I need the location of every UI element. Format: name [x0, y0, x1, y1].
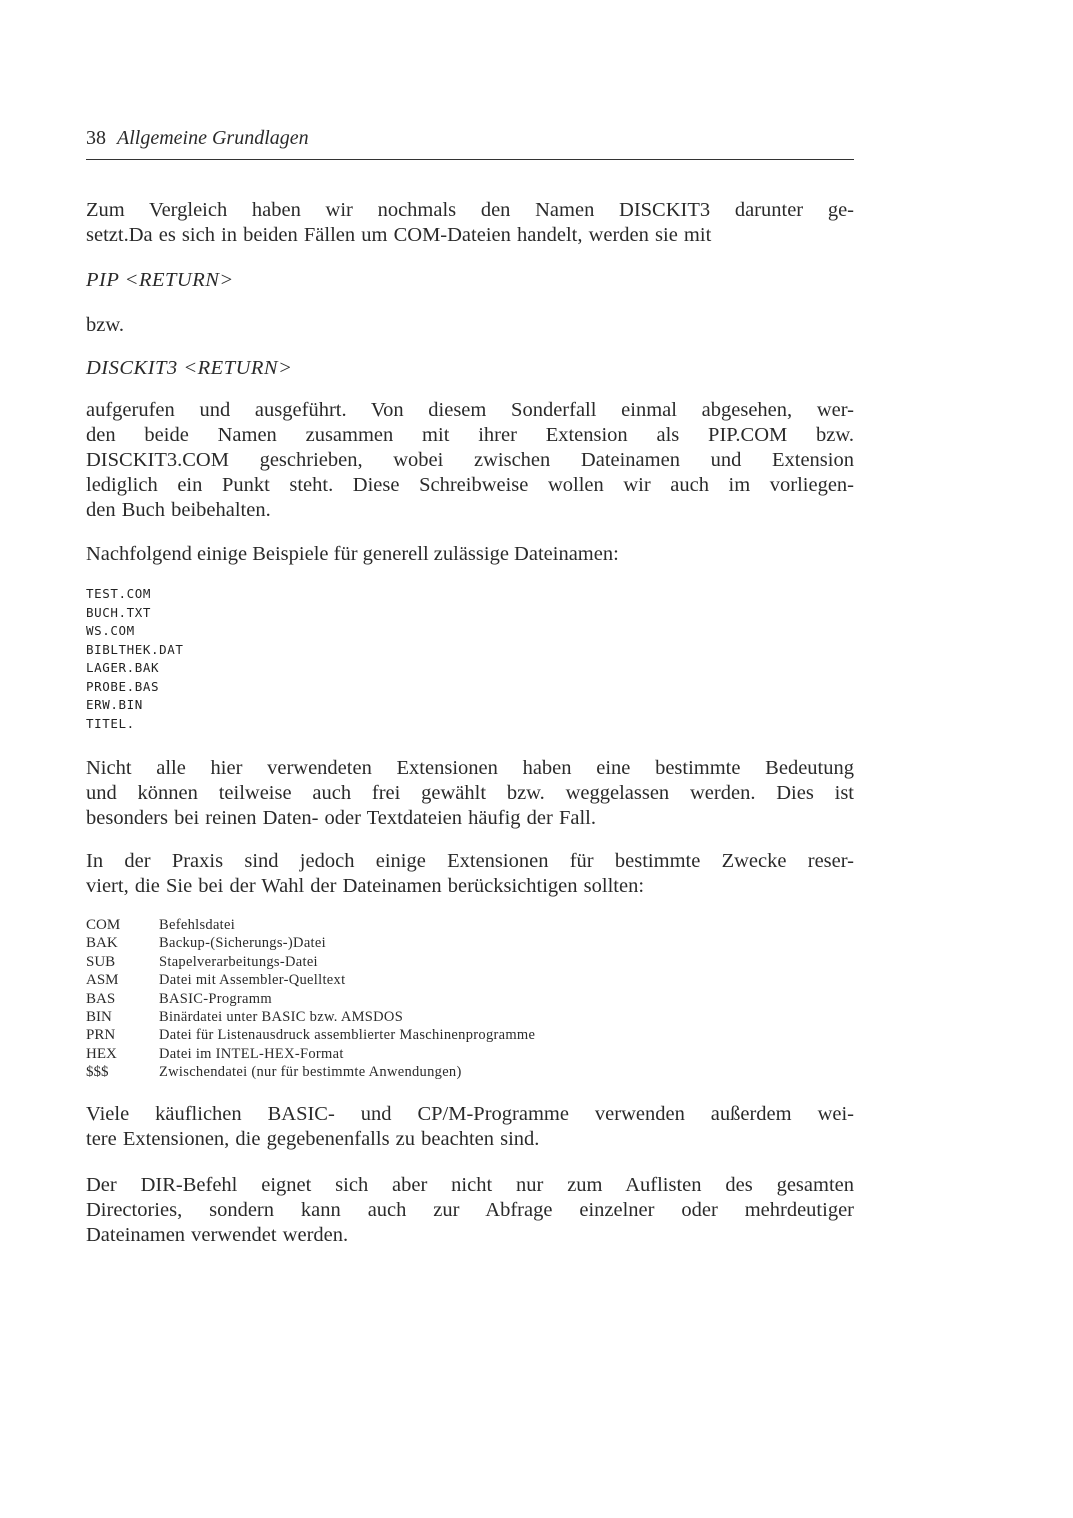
filename-item: BUCH.TXT [86, 604, 152, 620]
paragraph-3: Nachfolgend einige Beispiele für generell zulässige Dateinamen: [86, 543, 619, 565]
extension-description: Datei mit Assembler-Quelltext [159, 972, 346, 989]
page-number: 38 [86, 127, 106, 149]
paragraph-2 [86, 398, 854, 523]
extension-row [86, 971, 854, 989]
filename-item: ERW.BIN [86, 697, 143, 712]
text-line: Zum Vergleich haben wir nochmals den Namen DISCKIT3 darunter ge- [86, 199, 854, 221]
extension-row [86, 1008, 854, 1026]
filename-item: TEST.COM [86, 586, 152, 601]
text-line: setzt.Da es sich in beiden Fällen um COM-Dateien handelt, werden sie mit [86, 224, 712, 246]
extension-description: BASIC-Programm [159, 990, 272, 1007]
text-line: Viele käuflichen BASIC- und CP/M-Programme verwenden außerdem wei- [86, 1103, 854, 1125]
filename-item: WS.COM [86, 623, 135, 638]
extension-row [86, 916, 854, 934]
text-line: Directories, sondern kann auch zur Abfrage einzelner oder mehrdeutiger [86, 1199, 854, 1221]
text-line: und können teilweise auch frei gewählt bzw. weggelassen werden. Dies ist [86, 782, 854, 804]
extension-description: Backup-(Sicherungs-)Datei [159, 935, 326, 952]
extension-description: Zwischendatei (nur für bestimmte Anwendungen) [159, 1064, 462, 1081]
word-bzw: bzw. [86, 314, 124, 336]
text-line: Der DIR-Befehl eignet sich aber nicht nur zum Auflisten des gesamten [86, 1174, 854, 1196]
extension-code: HEX [86, 1045, 117, 1062]
text-line: Nicht alle hier verwendeten Extensionen haben eine bestimmte Bedeutung [86, 757, 854, 779]
paragraph-1 [86, 198, 854, 248]
extension-description: Stapelverarbeitungs-Datei [159, 953, 318, 970]
extension-table [86, 916, 854, 1082]
filename-item: PROBE.BAS [86, 678, 160, 694]
extension-code: ASM [86, 972, 119, 989]
paragraph-5 [86, 849, 854, 899]
extension-code: PRN [86, 1027, 116, 1044]
text-line: lediglich ein Punkt steht. Diese Schreibweise wollen wir auch im vorliegen- [86, 474, 854, 496]
text-line: DISCKIT3.COM geschrieben, wobei zwischen Dateinamen und Extension [86, 449, 854, 471]
extension-code: BAS [86, 990, 116, 1007]
paragraph-4 [86, 756, 854, 831]
extension-code: COM [86, 917, 121, 933]
text-line: besonders bei reinen Daten- oder Textdateien häufig der Fall. [86, 807, 596, 829]
text-line: Dateinamen verwendet werden. [86, 1224, 349, 1246]
text-line: den Buch beibehalten. [86, 499, 271, 521]
text-line: In der Praxis sind jedoch einige Extensionen für bestimmte Zwecke reser- [86, 850, 854, 872]
extension-description: Datei im INTEL-HEX-Format [159, 1045, 344, 1062]
extension-code: BAK [86, 935, 118, 952]
extension-row [86, 1045, 854, 1063]
text-line: aufgerufen und ausgeführt. Von diesem Sonderfall einmal abgesehen, wer- [86, 399, 854, 421]
extension-code: SUB [86, 953, 116, 970]
filename-item: TITEL. [86, 715, 135, 731]
extension-row [86, 1063, 854, 1081]
extension-description: Datei für Listenausdruck assemblierter Maschinenprogramme [159, 1027, 536, 1044]
header-rule [86, 159, 854, 160]
text-line: den beide Namen zusammen mit ihrer Extension als PIP.COM bzw. [86, 424, 854, 446]
extension-row [86, 934, 854, 952]
extension-row [86, 990, 854, 1008]
filename-list [86, 585, 854, 733]
extension-code: $$$ [86, 1064, 109, 1081]
command-disckit3: DISCKIT3 <RETURN> [86, 357, 293, 379]
text-line: tere Extensionen, die gegebenenfalls zu beachten sind. [86, 1128, 540, 1150]
extension-code: BIN [86, 1009, 112, 1026]
filename-item: LAGER.BAK [86, 660, 160, 675]
page-header [86, 126, 854, 150]
paragraph-7 [86, 1173, 854, 1248]
command-pip: PIP <RETURN> [86, 269, 234, 291]
extension-row [86, 1026, 854, 1044]
text-line: viert, die Sie bei der Wahl der Dateinamen berücksichtigen sollten: [86, 875, 645, 897]
extension-row [86, 953, 854, 971]
running-title: Allgemeine Grundlagen [117, 127, 309, 149]
extension-description: Binärdatei unter BASIC bzw. AMSDOS [159, 1009, 404, 1026]
extension-description: Befehlsdatei [159, 917, 236, 933]
filename-item: BIBLTHEK.DAT [86, 641, 184, 657]
paragraph-6 [86, 1102, 854, 1152]
